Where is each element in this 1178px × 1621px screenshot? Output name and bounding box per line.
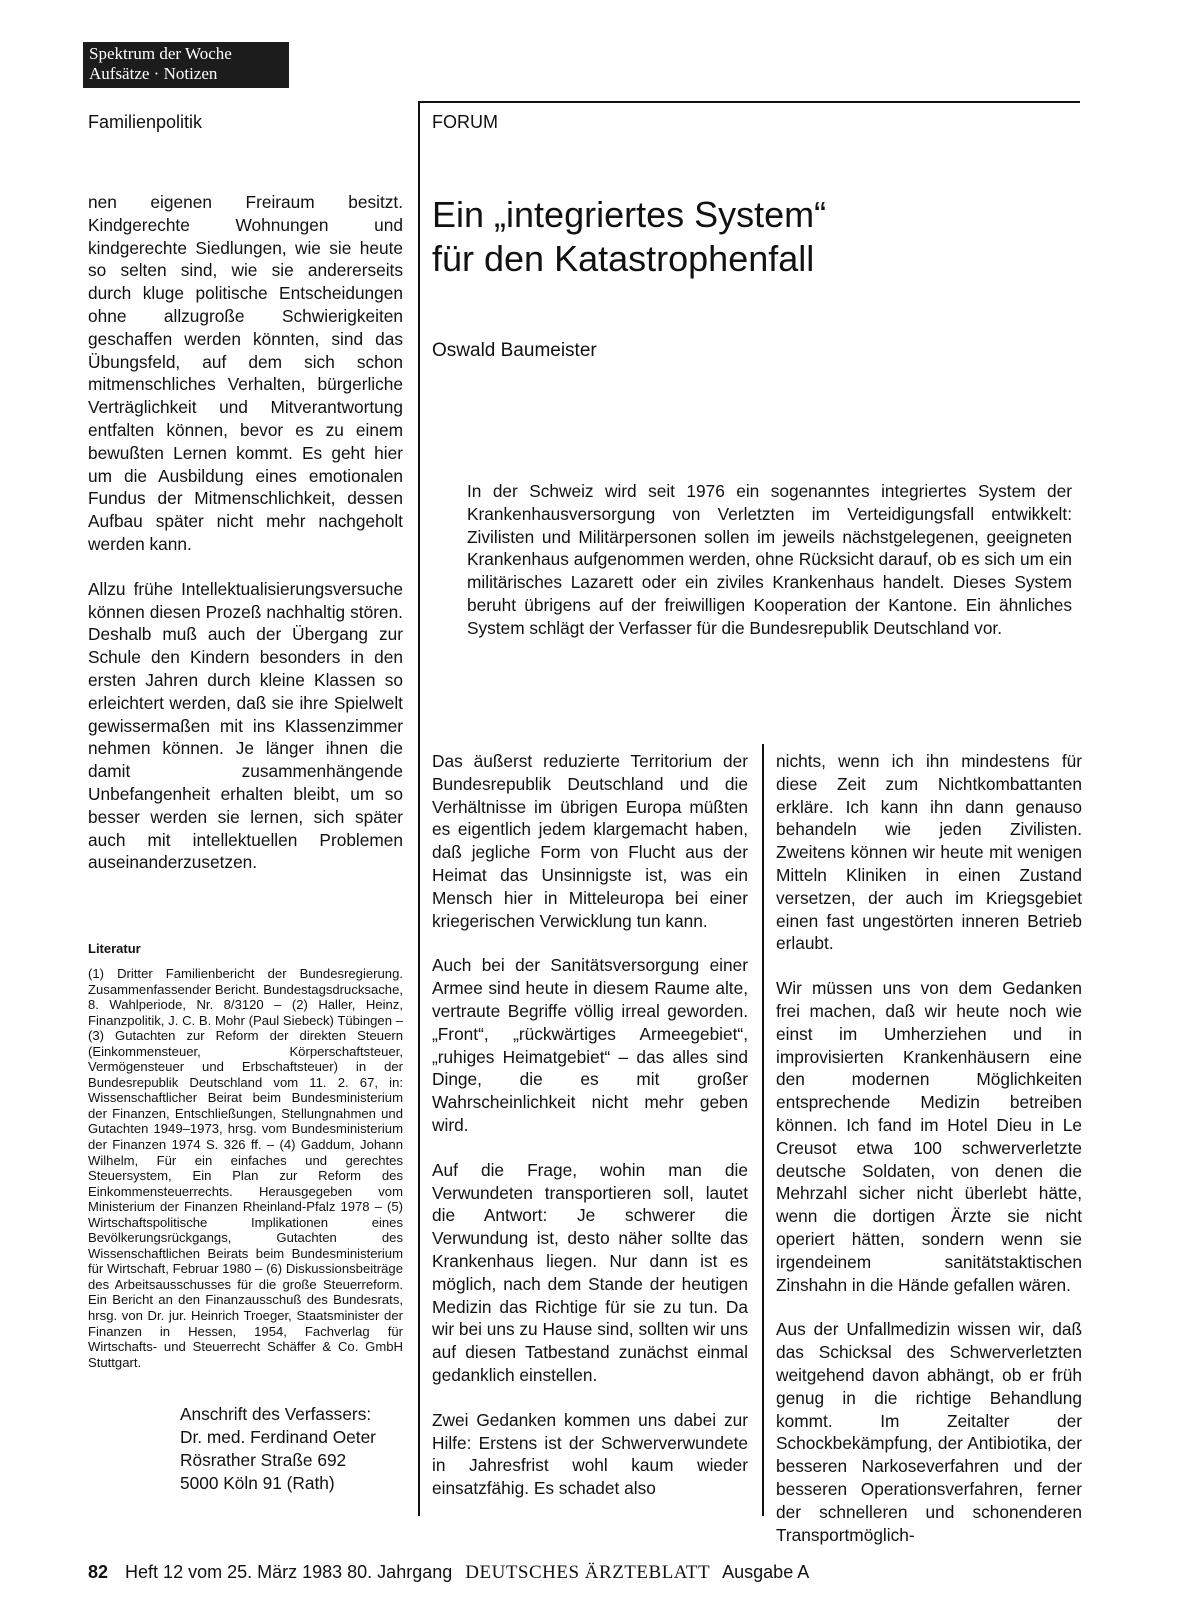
paragraph: nen eigenen Freiraum besitzt. Kindgerechte Wohnungen und kindgerechte Siedlungen, wie sie heute so selten sind, wie sie andererseits durch kluge politische Entscheidungen ohne allzugroße Schwierigkeiten geschaffen werden könnten, sind das Übungsfeld, auf dem sich schon mitmenschliches Verhalten, bürgerliche Verträglichkeit und Mitverantwortung entfalten können, bevor es zu einem bewußten Lernen kommt. Es geht hier um die Ausbildung eines emotionalen Fundus der Mitmenschlichkeit, dessen Aufbau später nicht mehr nachgeholt werden kann. bbox=[88, 192, 403, 554]
literature-heading: Literatur bbox=[88, 941, 141, 956]
author-address bbox=[180, 1403, 405, 1495]
literature-list: (1) Dritter Familienbericht der Bundesregierung. Zusammenfassender Bericht. Bundestagsdrucksache, 8. Wahlperiode, Nr. 8/3120 – (2) Haller, Heinz, Finanzpolitik, J. C. B. Mohr (Paul Siebeck) Tübingen – (3) Gutachten zur Reform der direkten Steuern (Einkommensteuer, Körperschaftsteuer, Vermögensteuer und Erbschaftsteuer) in der Bundesrepublik Deutschland vom 11. 2. 67, in: Wissenschaftlicher Beirat beim Bundesministerium der Finanzen, Entschließungen, Stellungnahmen und Gutachten 1949–1973, hrsg. vom Bundesministerium der Finanzen 1974 S. 326 ff. – (4) Gaddum, Johann Wilhelm, Für ein einfaches und gerechtes Steuersystem, Ein Plan zur Reform des Einkommensteuerrechts. Herausgegeben vom Ministerium der Finanzen Rheinland-Pfalz 1978 – (5) Wirtschaftspolitische Implikationen eines Bevölkerungsrückgangs, Gutachten des Wissenschaftlichen Beirats beim Bundesministerium für Wirtschaft, Februar 1980 – (6) Diskussionsbeiträge des Arbeitsausschusses für die große Steuerreform. Ein Bericht an den Finanzausschuß des Bundesrats, hrsg. von Dr. jur. Heinrich Troeger, Staatsminister der Finanzen in Hessen, 1954, Fachverlag für Wirtschafts- und Steuerrecht Schäffer & Co. GmbH Stuttgart. bbox=[88, 966, 403, 1370]
paragraph: Auf die Frage, wohin man die Verwundeten transportieren soll, lautet die Antwort: Je schwerer die Verwundung ist, desto näher sollte das Krankenhaus liegen. Nur dann ist es möglich, nach dem Stande der heutigen Medizin das Richtige für sie zu tun. Da wir bei uns zu Hause sind, sollten wir uns auf diesen Tatbestand zunächst einmal gedanklich einstellen. bbox=[432, 1159, 749, 1385]
section-label-right: FORUM bbox=[432, 112, 498, 132]
section-label-left: Familienpolitik bbox=[88, 112, 203, 132]
paragraph: nichts, wenn ich ihn mindestens für diese Zeit zum Nichtkombattanten erkläre. Ich kann ihn dann genauso behandeln wie jeden Zivilisten. Zweitens können wir heute mit wenigen Mitteln Kliniken in einen Zustand versetzen, der auch im Kriegsgebiet einen fast ungestörten inneren Betrieb erlaubt. bbox=[776, 751, 1082, 954]
address-line: 5000 Köln 91 (Rath) bbox=[180, 1473, 335, 1493]
article-column-divider bbox=[762, 744, 764, 1516]
address-line: Rösrather Straße 692 bbox=[180, 1450, 347, 1470]
title-line-2: für den Katastrophenfall bbox=[432, 238, 815, 279]
issue-info: Heft 12 vom 25. März 1983 80. Jahrgang bbox=[125, 1562, 453, 1582]
top-divider bbox=[418, 101, 1080, 103]
paragraph: Wir müssen uns von dem Gedanken frei machen, daß wir heute noch wie einst im Umherziehen und in improvisierten Krankenhäusern eine den modernen Möglichkeiten entsprechende Medizin betreiben können. Ich fand im Hotel Dieu in Le Creusot etwa 100 schwerverletzte deutsche Soldaten, von denen die Mehrzahl sicher nicht überlebt hätte, wenn die dortigen Ärzte sie nicht operiert hätten, sondern wenn sie irgendeinem sanitätstaktischen Zinshahn in die Hände gefallen wären. bbox=[776, 978, 1082, 1295]
journal-name: DEUTSCHES ÄRZTEBLATT bbox=[465, 1562, 711, 1583]
section-badge bbox=[83, 42, 289, 88]
article-abstract: In der Schweiz wird seit 1976 ein sogenanntes integriertes System der Krankenhausversorgung von Verletzten im Verteidigungsfall entwikkelt: Zivilisten und Militärpersonen sollen im jeweils nächstgelegenen, geeigneten Krankenhaus aufgenommen werden, ohne Rücksicht darauf, ob es sich um ein militärisches Lazarett oder ein ziviles Krankenhaus handelt. Dieses System beruht übrigens auf der freiwilligen Kooperation der Kantone. Ein ähnliches System schlägt der Verfasser für die Bundesrepublik Deutschland vor. bbox=[467, 481, 1072, 638]
address-line: Dr. med. Ferdinand Oeter bbox=[180, 1427, 376, 1447]
paragraph: Allzu frühe Intellektualisierungsversuche können diesen Prozeß nachhaltig stören. Deshalb muß auch der Übergang zur Schule den Kindern besonders in den ersten Jahren durch kleine Klassen so erleichtert werden, daß sie ihre Spielwelt gewissermaßen mit ins Klassenzimmer nehmen können. Je länger ihnen die damit zusammenhängende Unbefangenheit erhalten bleibt, um so besser werden sie lernen, sich später auch mit intellektuellen Problemen auseinanderzusetzen. bbox=[88, 578, 403, 873]
edition-label: Ausgabe A bbox=[722, 1562, 810, 1582]
column-divider bbox=[418, 101, 420, 1516]
page-number: 82 bbox=[88, 1562, 109, 1582]
article-title bbox=[432, 193, 1072, 281]
article-author: Oswald Baumeister bbox=[432, 340, 597, 361]
paragraph: Aus der Unfallmedizin wissen wir, daß das Schicksal des Schwerverletzten weitgehend davon abhängt, ob er früh genug in die richtige Behandlung kommt. Im Zeitalter der Schockbekämpfung, der Antibiotika, der besseren Narkoseverfahren und der besseren Operationsverfahren, ferner der schnelleren und schonenderen Transportmöglich- bbox=[776, 1319, 1082, 1545]
left-column-text bbox=[88, 191, 403, 874]
page-footer bbox=[88, 1562, 809, 1584]
paragraph: Zwei Gedanken kommen uns dabei zur Hilfe: Erstens ist der Schwerverwundete in Jahresfrist wohl kaum wieder einsatzfähig. Es schadet also bbox=[432, 1409, 748, 1499]
badge-line-1: Spektrum der Woche bbox=[89, 44, 232, 63]
paragraph: Das äußerst reduzierte Territorium der Bundesrepublik Deutschland und die Verhältnisse im übrigen Europa müßten es eigentlich jedem klargemacht haben, daß jegliche Form von Flucht aus der Heimat das Unsinnigste ist, was ein Mensch hier in Mitteleuropa bei einer kriegerischen Verwicklung tun kann. bbox=[432, 751, 748, 931]
article-column-right bbox=[776, 750, 1082, 1546]
title-line-1: Ein „integriertes System“ bbox=[432, 194, 827, 235]
article-column-middle bbox=[432, 750, 748, 1500]
badge-line-2: Aufsätze · Notizen bbox=[89, 64, 218, 83]
paragraph: Auch bei der Sanitätsversorgung einer Armee sind heute in diesem Raume alte, vertraute Begriffe völlig irreal geworden. „Front“, „rückwärtiges Armeegebiet“, „ruhiges Heimatgebiet“ – das alles sind Dinge, die es mit großer Wahrscheinlichkeit nicht mehr geben wird. bbox=[432, 955, 748, 1135]
address-line: Anschrift des Verfassers: bbox=[180, 1404, 372, 1424]
